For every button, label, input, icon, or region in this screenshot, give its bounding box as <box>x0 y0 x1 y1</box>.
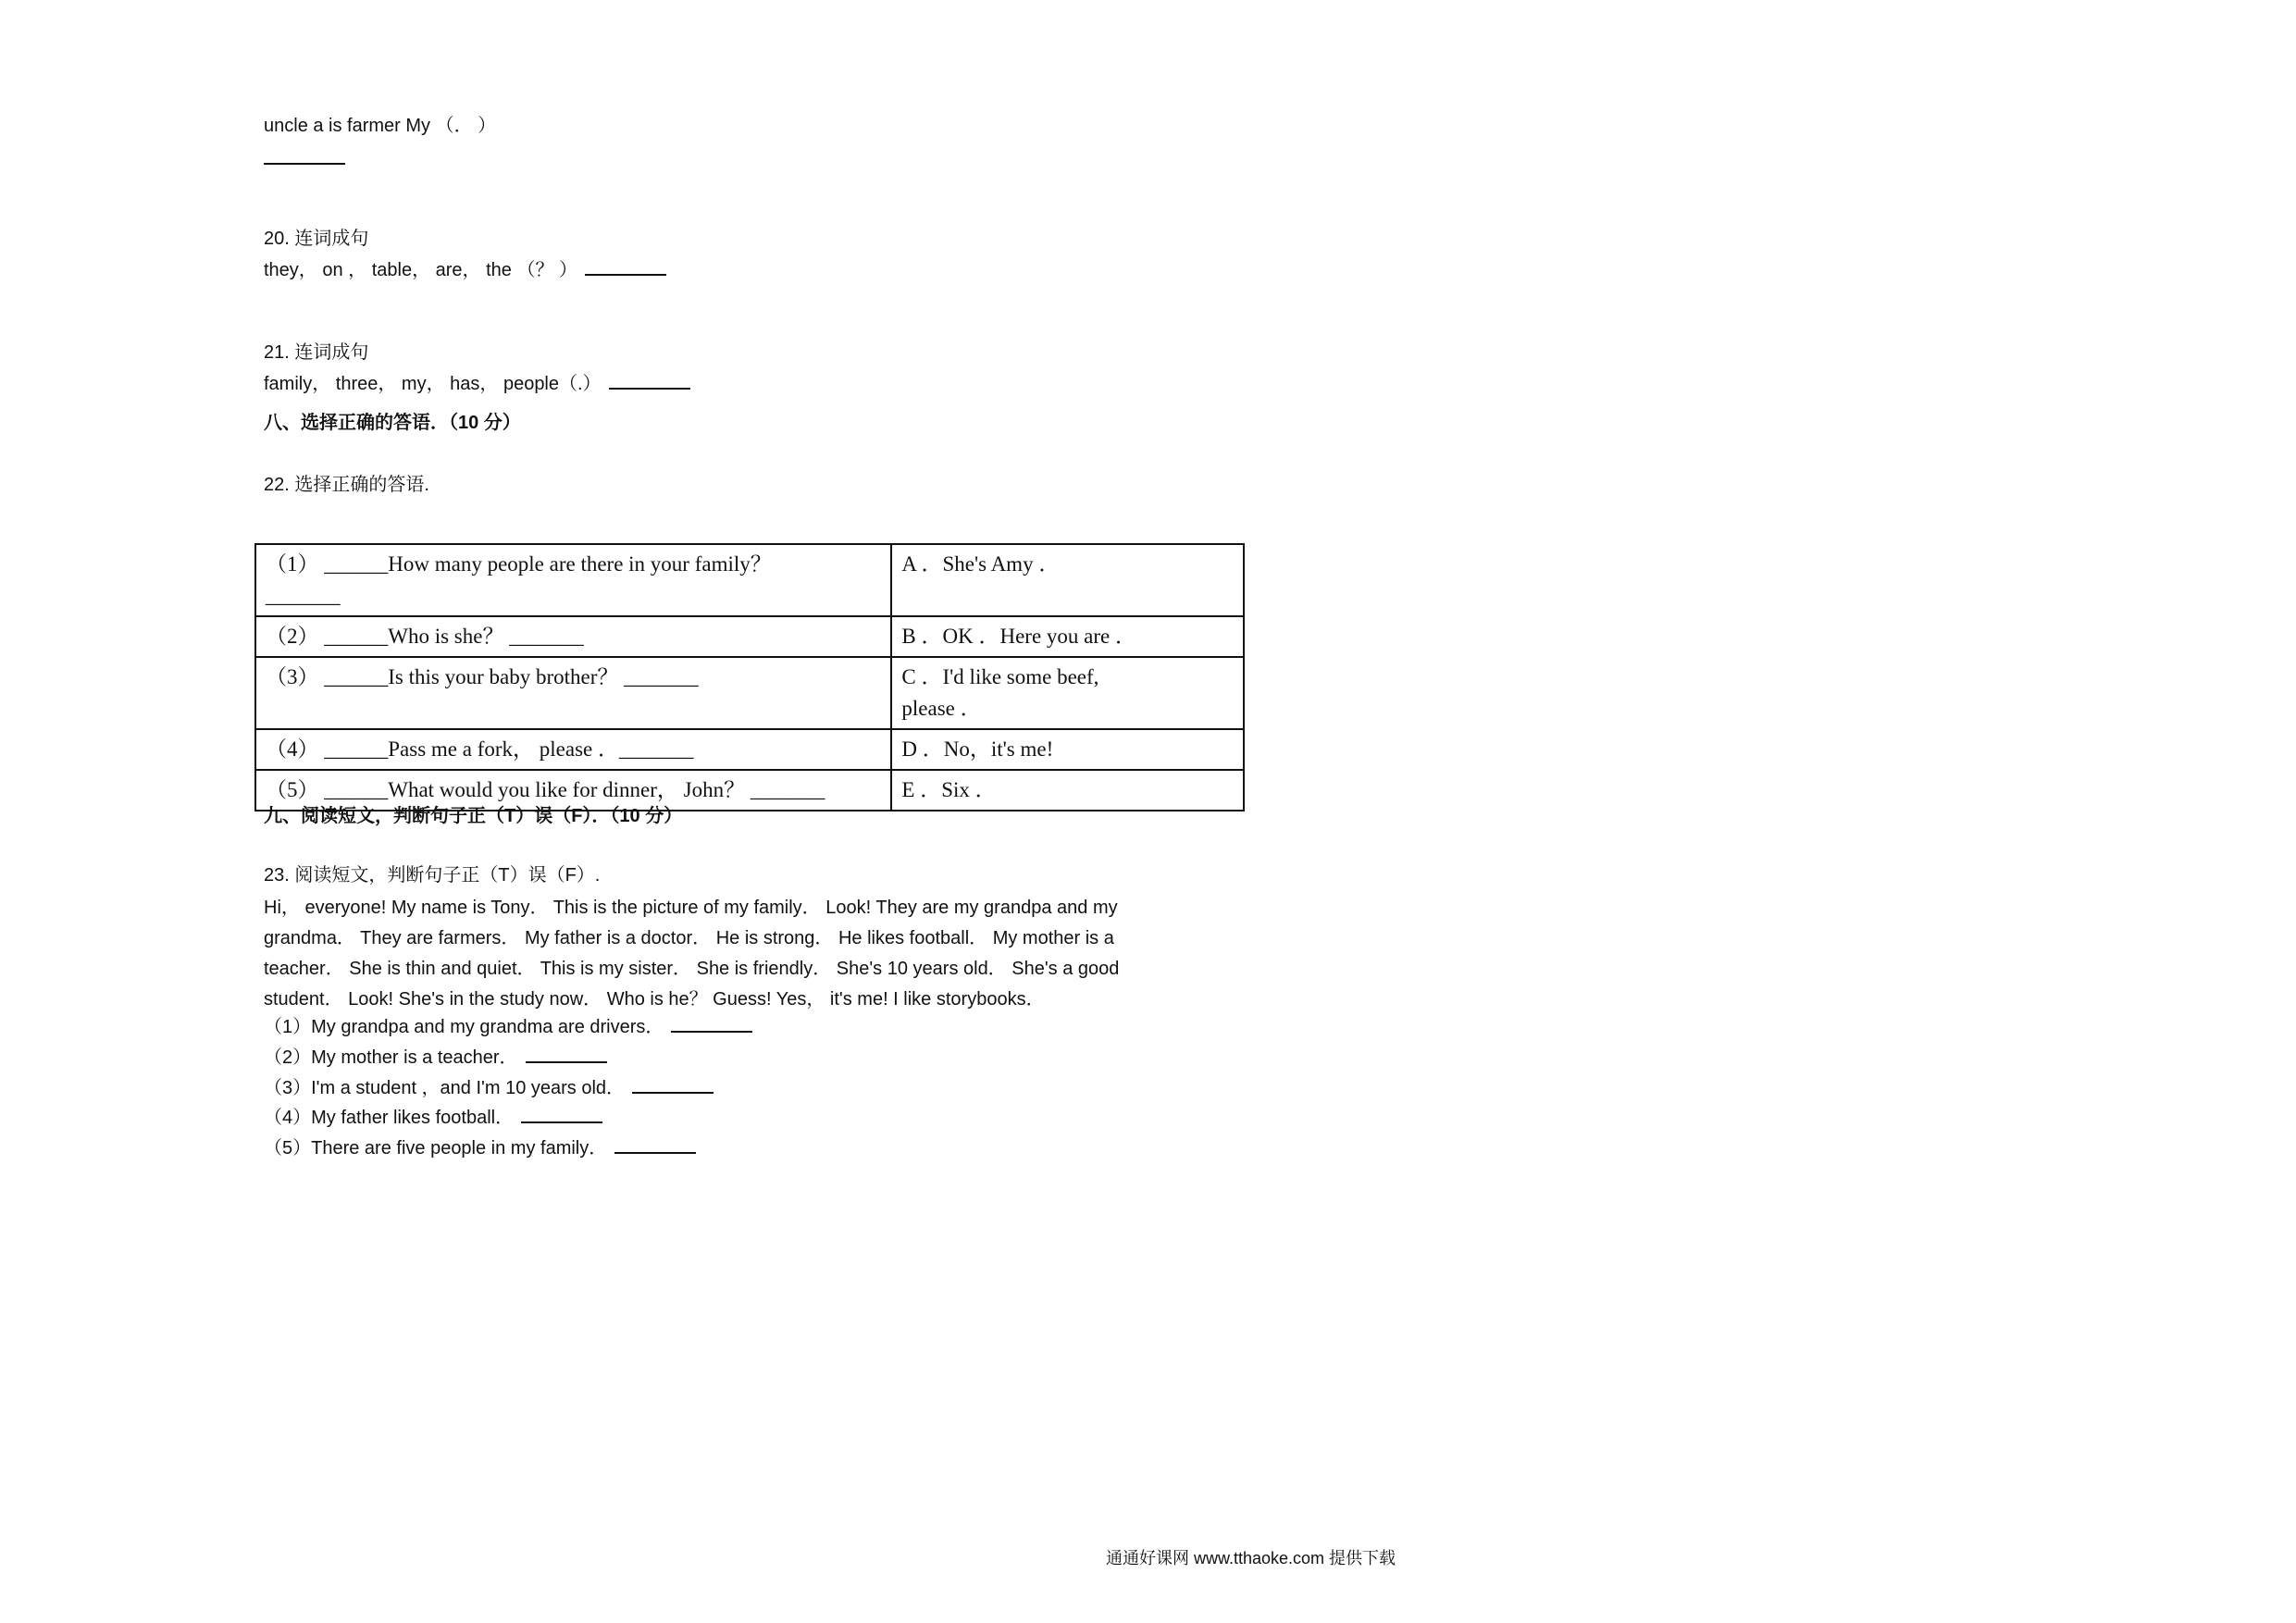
q22-answer-a: A ．She's Amy ． <box>891 544 1244 616</box>
q20-words: they， on ， table， are， the （？ ） <box>264 260 578 280</box>
table-row <box>255 544 1244 616</box>
statement-answer-blank[interactable] <box>526 1047 607 1063</box>
q19-words: uncle a is farmer My （． ） <box>264 116 497 136</box>
q22-answer-b: B ．OK ．Here you are ． <box>891 616 1244 657</box>
table-row <box>255 729 1244 770</box>
statement-answer-blank[interactable] <box>614 1137 696 1154</box>
q23-passage <box>264 893 1152 1015</box>
table-row <box>255 657 1244 729</box>
q22-choice-table <box>254 543 1245 812</box>
statement-text: （4）My father likes football． <box>264 1108 515 1128</box>
q23-statement-1 <box>264 1016 752 1038</box>
q22-label: 22. 选择正确的答语. <box>264 475 429 495</box>
q21-words: family， three， my， has， people（.） <box>264 374 602 394</box>
q21-label: 21. 连词成句 <box>264 342 369 363</box>
statement-answer-blank[interactable] <box>671 1016 752 1033</box>
q21-answer-blank[interactable] <box>609 373 690 390</box>
q20-answer-blank[interactable] <box>585 259 666 276</box>
q22-question-3: （3） ______Is this your baby brother？ _______ <box>255 657 891 729</box>
section9-heading: 九、阅读短文，判断句子正（T）误（F）．（10 分） <box>264 806 683 826</box>
table-row <box>255 616 1244 657</box>
q22-answer-d: D ．No，it's me! <box>891 729 1244 770</box>
passage-line: student． Look! She's in the study now． Who is he？ Guess! Yes， it's me! I like storybooks． <box>264 989 1045 1010</box>
statement-text: （2）My mother is a teacher． <box>264 1047 518 1068</box>
page-footer: 通通好课网 www.tthaoke.com 提供下载 <box>1106 1549 1396 1567</box>
q20-label: 20. 连词成句 <box>264 229 369 249</box>
q22-answer-c <box>891 657 1244 729</box>
statement-answer-blank[interactable] <box>521 1107 602 1123</box>
q22-question-4: （4） ______Pass me a fork， please ．_______ <box>255 729 891 770</box>
q19-answer-blank[interactable] <box>264 161 345 165</box>
q23-statement-4 <box>264 1107 602 1129</box>
statement-text: （5）There are five people in my family． <box>264 1138 608 1158</box>
q22-answer-c-line1: C ．I'd like some beef, <box>901 665 1099 688</box>
q21-words-line <box>264 373 690 395</box>
q22-question-1 <box>255 544 891 616</box>
q23-statement-5 <box>264 1137 696 1159</box>
q22-question-1-extra-blank[interactable]: _______ <box>266 584 341 607</box>
passage-line: Hi， everyone! My name is Tony． This is the picture of my family． Look! They are my grandpa and my <box>264 898 1118 918</box>
q23-statement-3 <box>264 1077 714 1099</box>
passage-line: grandma． They are farmers． My father is a doctor． He is strong． He likes football． My mother is a <box>264 928 1114 948</box>
q23-label: 23. 阅读短文，判断句子正（T）误（F）. <box>264 865 601 886</box>
statement-answer-blank[interactable] <box>632 1077 714 1094</box>
q22-answer-c-line2: please ． <box>901 697 982 720</box>
statement-text: （1）My grandpa and my grandma are drivers． <box>264 1017 664 1037</box>
section8-heading: 八、选择正确的答语．（10 分） <box>264 413 521 433</box>
q22-question-2: （2） ______Who is she？ _______ <box>255 616 891 657</box>
q20-words-line <box>264 259 666 281</box>
q22-question-5: （5） ______What would you like for dinner， John？ _______ <box>255 770 891 811</box>
statement-text: （3）I'm a student ，and I'm 10 years old． <box>264 1078 626 1098</box>
q23-statement-2 <box>264 1047 607 1069</box>
passage-line: teacher． She is thin and quiet． This is my sister． She is friendly． She's 10 years old． She's a good <box>264 959 1120 979</box>
q22-question-1-text: （1） ______How many people are there in your family？ <box>266 552 772 576</box>
q22-answer-e: E ．Six ． <box>891 770 1244 811</box>
